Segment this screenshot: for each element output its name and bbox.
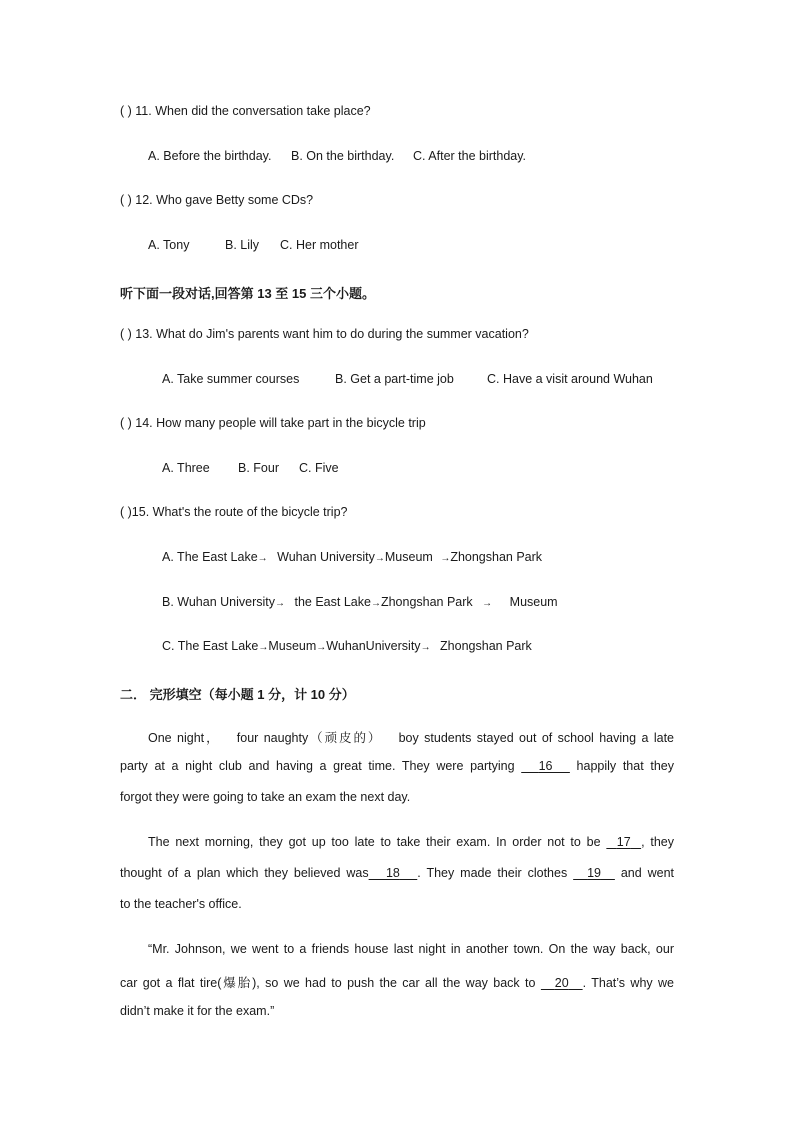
route-stop: Wuhan University (277, 550, 375, 564)
option-a: A. Take summer courses (162, 372, 300, 386)
question-12-options (148, 238, 359, 252)
route-stop: WuhanUniversity (326, 639, 421, 653)
question-15-option-a (162, 550, 542, 564)
arrow-icon: → (440, 553, 451, 564)
route-stop: Museum (268, 639, 317, 653)
option-c: C. After the birthday. (413, 149, 527, 163)
text-segment: party at a night club and having a great time. They were partying (120, 759, 515, 773)
option-c: C. Five (299, 461, 339, 475)
text-segment: car got a flat tire(爆胎), so we had to push the car all the way back to (120, 976, 536, 990)
arrow-icon: → (482, 598, 493, 609)
text-segment: , they (641, 835, 674, 849)
arrow-icon: → (420, 642, 431, 653)
option-c: C. Have a visit around Wuhan (487, 372, 653, 386)
paragraph-1-line-2 (120, 759, 674, 773)
blank-20 (541, 976, 583, 990)
arrow-icon: → (316, 642, 327, 653)
route-stop: Museum (509, 595, 558, 609)
blank-16 (521, 759, 570, 773)
blank-number: 19 (587, 866, 601, 880)
arrow-icon: → (374, 553, 385, 564)
question-15-option-c (162, 639, 532, 653)
arrow-icon: → (370, 598, 381, 609)
option-a: A. Before the birthday. (148, 149, 272, 163)
route-stop: the East Lake (294, 595, 371, 609)
paragraph-2-line-3: to the teacher's office. (120, 897, 242, 911)
question-13-options (162, 372, 653, 386)
blank-20-group (541, 976, 674, 990)
text-segment: . That’s why we (582, 976, 675, 990)
route-stop: Zhongshan Park (450, 550, 543, 564)
option-b: B. Get a part-time job (335, 372, 454, 386)
question-15-stem: ( )15. What's the route of the bicycle trip? (120, 505, 348, 519)
option-a: A. Three (162, 461, 210, 475)
blank-number: 17 (616, 835, 631, 849)
blank-17 (606, 835, 641, 849)
paragraph-1-line-1: One night， four naughty（顽皮的） boy students stayed out of school having a late (148, 731, 674, 745)
route-stop: B. Wuhan University (162, 595, 276, 609)
blank-18-group (120, 866, 567, 880)
option-c: C. Her mother (280, 238, 359, 252)
route-stop: Zhongshan Park (440, 639, 532, 653)
text-segment: The next morning, they got up too late to take their exam. In order not to be (148, 835, 601, 849)
route-stop: A. The East Lake (162, 550, 258, 564)
route-stop: Zhongshan Park (380, 595, 473, 609)
text-segment: thought of a plan which they believed was (120, 866, 369, 880)
question-11-stem: ( ) 11. When did the conversation take place? (120, 104, 371, 118)
blank-19 (573, 866, 615, 880)
arrow-icon: → (258, 642, 269, 653)
paragraph-3-line-2 (120, 973, 674, 991)
question-15-option-b (162, 595, 558, 609)
arrow-icon: → (257, 553, 268, 564)
listening-instruction: 听下面一段对话,回答第 13 至 15 三个小题。 (120, 286, 375, 301)
blank-number: 20 (554, 976, 569, 990)
paragraph-2-line-1 (148, 835, 674, 849)
cloze-heading: 二． 完形填空（每小题 1 分，计 10 分） (120, 687, 355, 702)
blank-17-group (606, 835, 674, 849)
option-b: B. Four (238, 461, 279, 475)
text-segment: happily that they (576, 759, 674, 773)
option-b: B. On the birthday. (291, 149, 395, 163)
blank-number: 18 (385, 866, 400, 880)
paragraph-2-line-2 (120, 866, 674, 880)
paragraph-3-line-3: didn’t make it for the exam.” (120, 1004, 275, 1018)
question-12-stem: ( ) 12. Who gave Betty some CDs? (120, 193, 314, 207)
question-14-options (162, 461, 339, 475)
question-14-stem: ( ) 14. How many people will take part in the bicycle trip (120, 416, 426, 430)
question-11-options (148, 149, 526, 163)
option-b: B. Lily (225, 238, 260, 252)
text-segment: . They made their clothes (417, 866, 568, 880)
blank-18 (369, 866, 418, 880)
paragraph-3-line-1: “Mr. Johnson, we went to a friends house last night in another town. On the way back, our (148, 942, 674, 956)
blank-number: 16 (538, 759, 553, 773)
text-segment: and went (620, 866, 675, 880)
question-13-stem: ( ) 13. What do Jim's parents want him to do during the summer vacation? (120, 327, 529, 341)
arrow-icon: → (275, 598, 286, 609)
route-stop: Museum (384, 550, 433, 564)
route-stop: C. The East Lake (162, 639, 259, 653)
paragraph-1-line-3: forgot they were going to take an exam the next day. (120, 790, 411, 804)
option-a: A. Tony (148, 238, 190, 252)
